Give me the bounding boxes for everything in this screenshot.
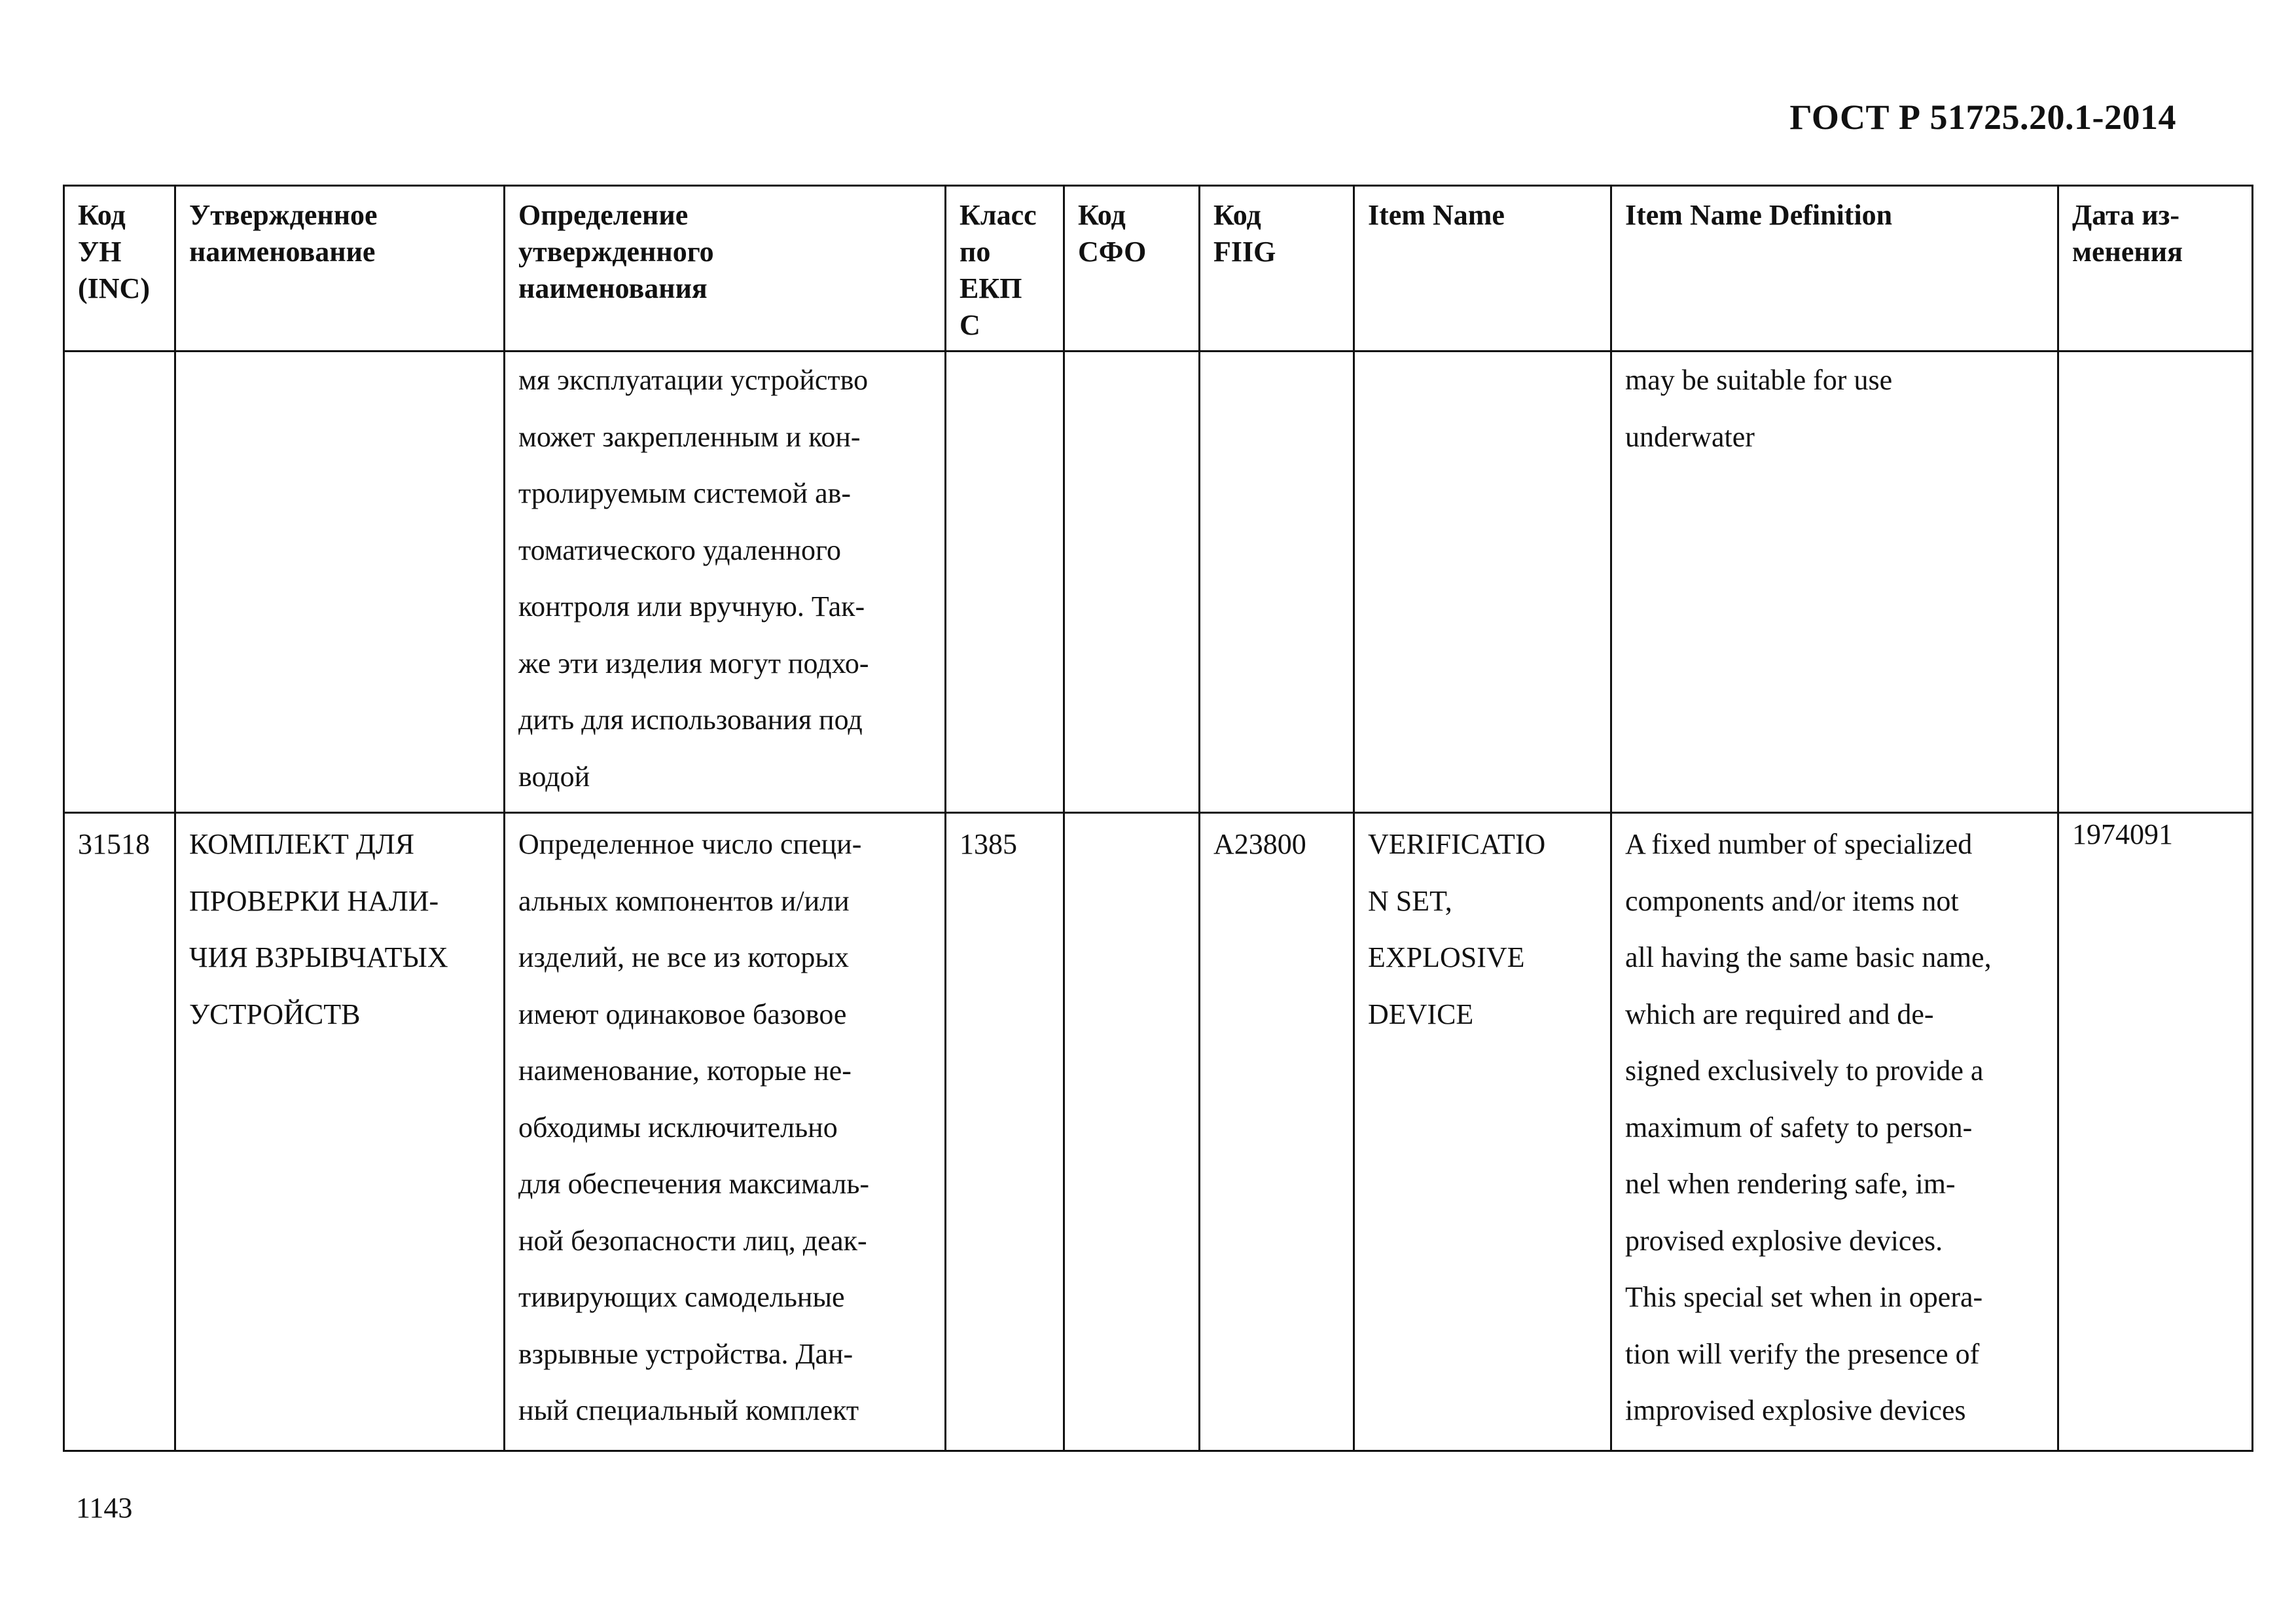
cell-class: 1385 bbox=[946, 813, 1064, 1451]
column-header-sfo-code: Код СФО bbox=[1064, 186, 1200, 352]
cell-definition: Определенное число специ- альных компонентов и/или изделий, не все из которых имеют одинаковое базовое наименование, которые не- обходимы исключительно для обеспечения максималь- ной безопасности лиц, деак- тивирующих самодельные взрывные устройства. Дан- ный специальный комплект bbox=[505, 813, 946, 1451]
cell-item-name: VERIFICATIO N SET, EXPLOSIVE DEVICE bbox=[1354, 813, 1611, 1451]
change-date-value: 1974091 bbox=[2072, 818, 2173, 850]
page-number: 1143 bbox=[76, 1492, 133, 1524]
cell-sfo-code bbox=[1064, 352, 1200, 813]
table-header-row bbox=[64, 186, 2253, 352]
column-header-fiig-code: Код FIIG bbox=[1200, 186, 1354, 352]
cell-definition: мя эксплуатации устройство может закрепленным и кон- тролируемым системой ав- томатического удаленного контроля или вручную. Так- же эти изделия могут подхо- дить для использования под водой bbox=[505, 352, 946, 813]
cell-item-name-definition: A fixed number of specialized components and/or items not all having the same basic name, which are required and de- signed exclusively to provide a maximum of safety to person- nel when rendering safe, im- provised explosive devices. This special set when in opera- tion will verify the presence of improvised explosive devices bbox=[1611, 813, 2058, 1451]
column-header-item-name: Item Name bbox=[1354, 186, 1611, 352]
column-header-class: Класс по ЕКП С bbox=[946, 186, 1064, 352]
cell-approved-name bbox=[175, 352, 505, 813]
document-standard-title: ГОСТ Р 51725.20.1-2014 bbox=[1789, 98, 2176, 137]
nomenclature-table bbox=[63, 185, 2253, 1452]
cell-fiig-code bbox=[1200, 352, 1354, 813]
cell-class bbox=[946, 352, 1064, 813]
table-row bbox=[64, 352, 2253, 813]
cell-approved-name: КОМПЛЕКТ ДЛЯ ПРОВЕРКИ НАЛИ- ЧИЯ ВЗРЫВЧАТЫХ УСТРОЙСТВ bbox=[175, 813, 505, 1451]
cell-change-date bbox=[2058, 352, 2253, 813]
cell-sfo-code bbox=[1064, 813, 1200, 1451]
table-row bbox=[64, 813, 2253, 1451]
column-header-change-date: Дата из- менения bbox=[2058, 186, 2253, 352]
column-header-definition: Определение утвержденного наименования bbox=[505, 186, 946, 352]
cell-item-name bbox=[1354, 352, 1611, 813]
cell-inc bbox=[64, 352, 175, 813]
cell-fiig-code: A23800 bbox=[1200, 813, 1354, 1451]
cell-change-date bbox=[2058, 813, 2253, 1451]
cell-inc: 31518 bbox=[64, 813, 175, 1451]
column-header-item-name-definition: Item Name Definition bbox=[1611, 186, 2058, 352]
column-header-inc: Код УН (INC) bbox=[64, 186, 175, 352]
cell-item-name-definition: may be suitable for use underwater bbox=[1611, 352, 2058, 813]
column-header-approved-name: Утвержденное наименование bbox=[175, 186, 505, 352]
